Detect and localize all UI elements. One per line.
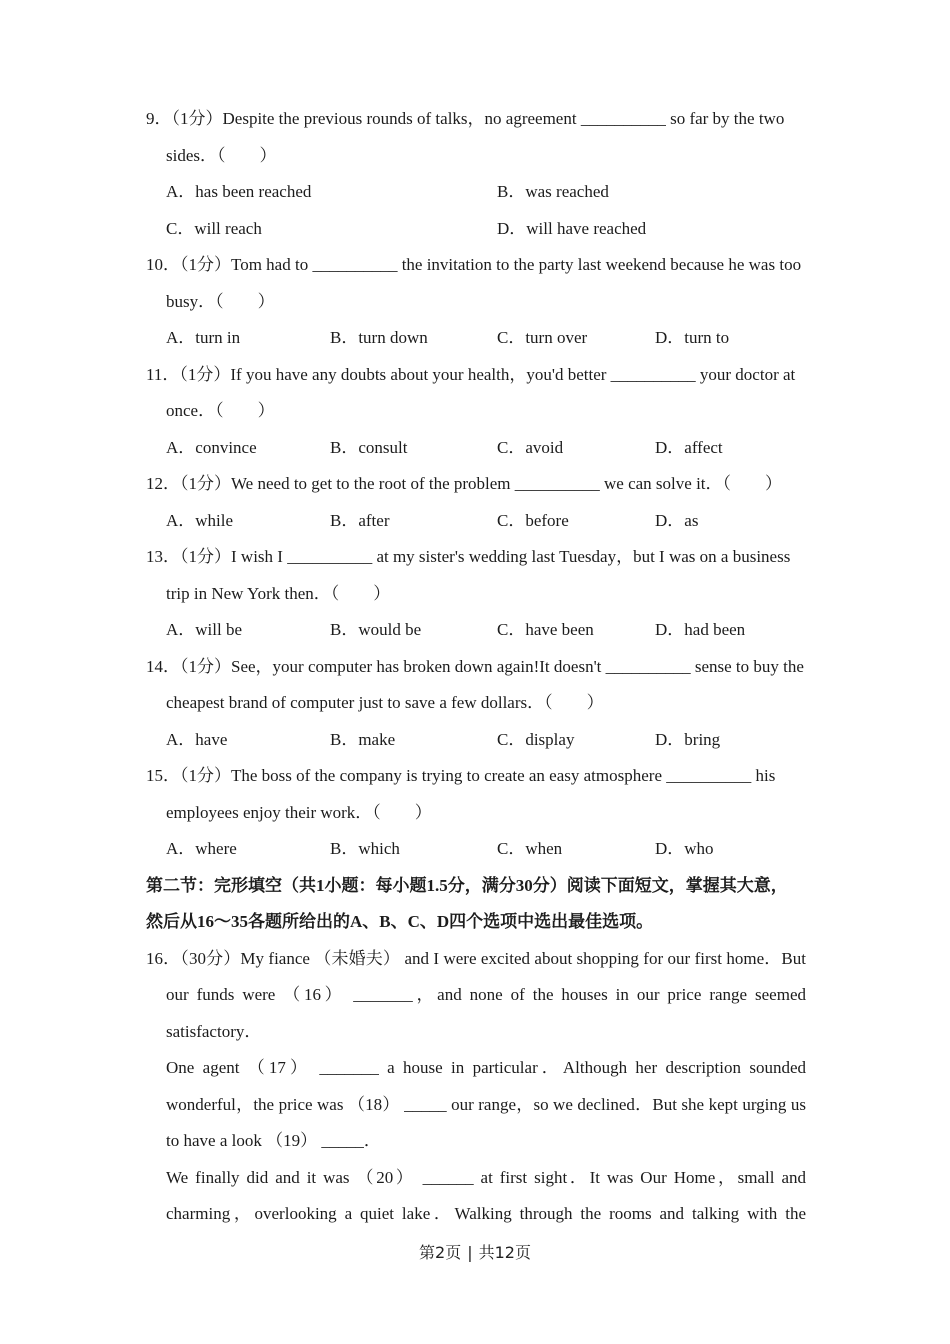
question-stem-line: 11．（1分）If you have any doubts about your health，you'd better __________ your doctor at [146,364,796,384]
question-15 [146,758,806,868]
cloze-paragraph-2 [146,1050,806,1160]
options-row [166,211,806,248]
options-row [166,722,806,759]
options-row [166,831,806,868]
question-stem-line: 9．（1分）Despite the previous rounds of talks，no agreement __________ so far by the two [146,109,785,128]
cloze-paragraph-3 [146,1160,806,1233]
footer-page-number: 第2页 [419,1243,462,1262]
question-stem-line: once．（ ） [166,401,275,420]
option-a: A．will be [166,620,243,639]
option-b: B．after [330,510,390,530]
question-10 [146,247,806,357]
cloze-line: One agent （17） _______ a house in particular．Although her description sounded [166,1058,806,1077]
option-d: D．had been [655,620,746,639]
option-c: C．when [497,839,563,858]
option-c: C．avoid [497,437,564,457]
question-stem-line: 13．（1分）I wish I __________ at my sister's wedding last Tuesday，but I was on a business [146,547,791,566]
section-heading-line: 第二节：完形填空（共1小题：每小题1.5分，满分30分）阅读下面短文，掌握其大意， [146,875,788,895]
option-a: A．has been reached [166,182,312,201]
question-stem-line: 10．（1分）Tom had to __________ the invitation to the party last weekend because he was too [146,255,802,274]
question-stem-line: 12．（1分）We need to get to the root of the problem __________ we can solve it．（ ） [146,474,783,493]
cloze-line: to have a look （19） _____． [166,1131,381,1150]
question-13 [146,539,806,649]
question-stem-line: 14．（1分）See，your computer has broken down again!It doesn't __________ sense to buy the [146,656,804,676]
option-d: D．turn to [655,328,730,347]
footer-separator: | [467,1243,473,1262]
options-row [166,320,806,357]
cloze-paragraph-1 [146,941,806,1051]
option-a: A．where [166,839,237,858]
option-a: A．have [166,729,228,749]
option-d: D．bring [655,729,721,749]
question-stem-line: sides．（ ） [166,145,277,165]
question-stem-line: 15．（1分）The boss of the company is trying to create an easy atmosphere __________ his [146,766,776,785]
option-c: C．display [497,729,575,749]
question-11 [146,357,806,467]
option-b: B．consult [330,437,408,457]
option-c: C．will reach [166,218,262,238]
option-d: D．will have reached [497,218,647,238]
question-stem-line: cheapest brand of computer just to save a few dollars．（ ） [166,693,604,712]
option-c: C．turn over [497,328,588,347]
footer-total-pages: 共12页 [478,1243,531,1262]
option-b: B．make [330,729,396,749]
option-d: D．as [655,510,699,530]
options-row [166,503,806,540]
cloze-line: 16．（30分）My fiance （未婚夫） and I were excited about shopping for our first home．But [146,948,806,968]
option-c: C．before [497,510,569,530]
question-12 [146,466,806,539]
option-b: B．was reached [497,182,609,201]
options-row [166,430,806,467]
option-a: A．while [166,510,234,530]
option-b: B．turn down [330,328,428,347]
option-d: D．affect [655,437,723,457]
option-b: B．which [330,839,400,858]
option-a: A．convince [166,437,257,457]
options-row [166,612,806,649]
cloze-line: We finally did and it was （20） ______ at first sight．It was Our Home，small and [166,1167,806,1187]
question-9 [146,101,806,247]
option-a: A．turn in [166,328,241,347]
option-c: C．have been [497,620,594,639]
option-b: B．would be [330,620,422,639]
cloze-line: satisfactory． [166,1021,262,1041]
question-stem-line: busy．（ ） [166,291,275,311]
question-14 [146,649,806,759]
options-row [166,174,806,211]
option-d: D．who [655,839,714,858]
cloze-line: our funds were （16） _______，and none of the houses in our price range seemed [166,985,806,1004]
cloze-line: charming，overlooking a quiet lake．Walking through the rooms and talking with the [166,1204,806,1223]
page-content [146,101,806,1233]
cloze-line: wonderful，the price was （18） _____ our range，so we declined．But she kept urging us [166,1094,806,1114]
section-heading [146,868,806,941]
question-stem-line: trip in New York then．（ ） [166,583,391,603]
question-stem-line: employees enjoy their work．（ ） [166,802,432,822]
section-heading-line: 然后从16～35各题所给出的A、B、C、D四个选项中选出最佳选项。 [146,912,654,931]
page-footer [0,1240,950,1263]
